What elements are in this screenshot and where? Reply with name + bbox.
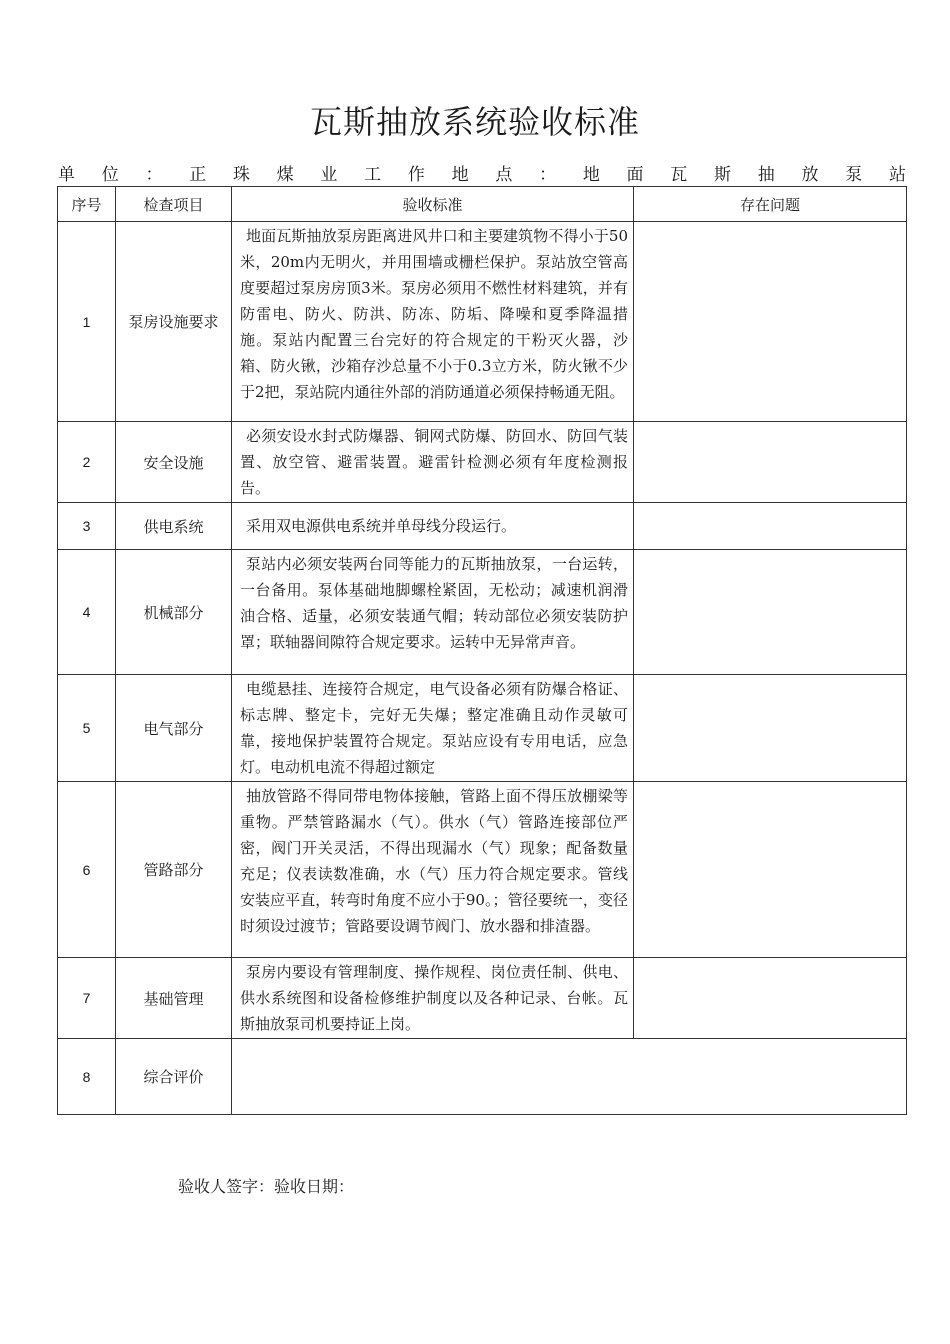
row-item: 供电系统 <box>116 503 232 550</box>
info-char: 站 <box>888 165 906 185</box>
row-item: 机械部分 <box>116 550 232 675</box>
table-row <box>58 675 907 782</box>
row-num: 4 <box>58 550 116 675</box>
info-char: 泵 <box>845 165 863 185</box>
row-item: 管路部分 <box>116 782 232 958</box>
header-standard: 验收标准 <box>232 187 634 222</box>
info-char: 放 <box>801 165 819 185</box>
table-header-row <box>58 187 907 222</box>
info-char: 作 <box>407 165 425 185</box>
row-num: 8 <box>58 1039 116 1115</box>
row-standard: 采用双电源供电系统并单母线分段运行。 <box>232 503 634 550</box>
info-char: 正 <box>189 165 207 185</box>
row-issue-cell[interactable] <box>634 675 907 782</box>
row-num: 1 <box>58 222 116 422</box>
info-char: 点 <box>495 165 513 185</box>
row-issue-cell[interactable] <box>634 550 907 675</box>
row-item: 基础管理 <box>116 958 232 1039</box>
info-char: ： <box>145 165 163 185</box>
row-standard: 泵房内要设有管理制度、操作规程、岗位责任制、供电、供水系统图和设备检修维护制度以及各种记录、台帐。瓦斯抽放泵司机要持证上岗。 <box>232 958 634 1039</box>
row-issue-cell[interactable] <box>634 958 907 1039</box>
document-title: 瓦斯抽放系统验收标准 <box>309 103 640 141</box>
row-standard: 泵站内必须安装两台同等能力的瓦斯抽放泵，一台运转，一台备用。泵体基础地脚螺栓紧固，无松动；减速机润滑油合格、适量，必须安装通气帽；转动部位必须安装防护罩；联轴器间隙符合规定要求。运转中无异常声音。 <box>232 550 634 675</box>
inspection-table <box>57 186 907 1115</box>
info-char: 抽 <box>757 165 775 185</box>
date-label: 验收日期： <box>274 1177 355 1196</box>
info-char: 斯 <box>714 165 732 185</box>
header-item: 检查项目 <box>116 187 232 222</box>
row-standard: 电缆悬挂、连接符合规定，电气设备必须有防爆合格证、标志牌、整定卡，完好无失爆；整定准确且动作灵敏可靠，接地保护装置符合规定。泵站应设有专用电话，应急灯。电动机电流不得超过额定 <box>232 675 634 782</box>
table-row <box>58 782 907 958</box>
row-num: 6 <box>58 782 116 958</box>
row-item: 安全设施 <box>116 422 232 503</box>
info-char: 煤 <box>276 165 294 185</box>
table-row <box>58 958 907 1039</box>
row-issue-cell[interactable] <box>634 422 907 503</box>
row-item: 泵房设施要求 <box>116 222 232 422</box>
row-num: 7 <box>58 958 116 1039</box>
info-char: 地 <box>582 165 600 185</box>
row-item: 电气部分 <box>116 675 232 782</box>
info-char: 地 <box>451 165 469 185</box>
row-item: 综合评价 <box>116 1039 232 1115</box>
row-num: 5 <box>58 675 116 782</box>
info-char: ： <box>539 165 557 185</box>
row-issue-cell[interactable] <box>634 782 907 958</box>
row-num: 3 <box>58 503 116 550</box>
header-issues: 存在问题 <box>634 187 907 222</box>
row-issue-cell[interactable] <box>634 222 907 422</box>
info-char: 面 <box>626 165 644 185</box>
info-char: 位 <box>101 165 119 185</box>
table-row <box>58 550 907 675</box>
info-char: 珠 <box>232 165 250 185</box>
table-row <box>58 222 907 422</box>
row-standard: 必须安设水封式防爆器、铜网式防爆、防回水、防回气装置、放空管、避雷装置。避雷针检测必须有年度检测报告。 <box>232 422 634 503</box>
signature-label: 验收人签字： <box>178 1177 275 1196</box>
info-line <box>58 164 906 186</box>
row-issue-cell[interactable] <box>634 503 907 550</box>
table-row <box>58 503 907 550</box>
row-evaluation-cell[interactable] <box>232 1039 907 1115</box>
info-char: 工 <box>364 165 382 185</box>
table-row <box>58 422 907 503</box>
info-char: 业 <box>320 165 338 185</box>
row-standard: 地面瓦斯抽放泵房距离进风井口和主要建筑物不得小于50米，20m内无明火，并用围墙或栅栏保护。泵站放空管高度要超过泵房房顶3米。泵房必须用不燃性材料建筑，并有防雷电、防火、防洪、防冻、防垢、降噪和夏季降温措施。泵站内配置三台完好的符合规定的干粉灭火器，沙箱、防火锹，沙箱存沙总量不小于0.3立方米，防火锹不少于2把，泵站院内通往外部的消防通道必须保持畅通无阻。 <box>232 222 634 422</box>
row-standard: 抽放管路不得同带电物体接触，管路上面不得压放棚梁等重物。严禁管路漏水（气）。供水（气）管路连接部位严密，阀门开关灵活，不得出现漏水（气）现象；配备数量充足；仪表读数准确，水（气）压力符合规定要求。管线安装应平直，转弯时角度不应小于90。；管径要统一，变径时须设过渡节；管路要设调节阀门、放水器和排渣器。 <box>232 782 634 958</box>
info-char: 单 <box>58 165 75 185</box>
table-row <box>58 1039 907 1115</box>
info-char: 瓦 <box>670 165 688 185</box>
signature-line <box>178 1176 354 1198</box>
header-num: 序号 <box>58 187 116 222</box>
row-num: 2 <box>58 422 116 503</box>
